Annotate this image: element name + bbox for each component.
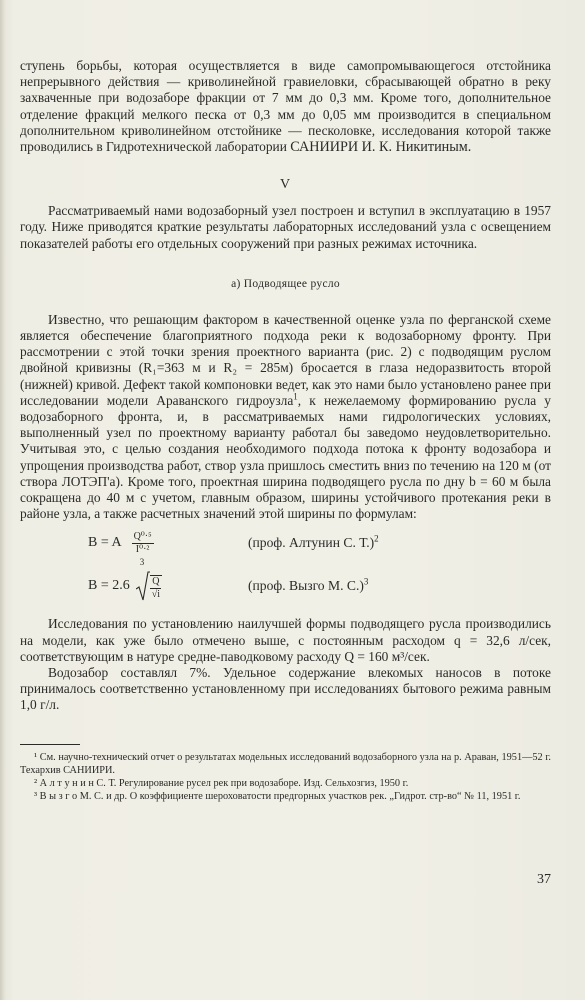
- footnote-3: ³ В ы з г о М. С. и др. О коэффициенте шероховатости предгорных участков рек. „Гидрот. стр-во“ № 11, 1951 г.: [34, 791, 521, 803]
- paragraph-3-text-b: , к нежелаемому формированию русла у водозаборного фронта, и, в рассматриваемых нами гидрологических условиях, выполненный узел по проектному варианту работал бы заведомо неудовлетворительно. Учитывая это, с целью создания необходимого подхода потока к фронту водозабора и упрощения производства работ, створ узла пришлось сместить вниз по течению на 120 м (от створа ЛОТЭП'а). Кроме того, проектная ширина подводящего русла по дну b = 60 м была сокращена до 40 м с учетом, главным образом, ширины устойчивого протекания реки в районе узла, а также расчетных значений этой ширины по формулам:: [20, 392, 552, 522]
- paragraph-5: Водозабор составлял 7%. Удельное содержание влекомых наносов в потоке принималось соответственно установленному при исследованиях бытового режима равным 1,0 г/л.: [20, 665, 551, 713]
- formula-2-radical: [136, 557, 162, 601]
- formula-1-author-text: (проф. Алтунин С. Т.): [248, 535, 375, 551]
- formula-2-lhs: B = 2.6: [88, 578, 130, 594]
- paragraph-4: Исследования по установлению наилучшей формы подводящего русла производились на модели, как уже было отмечено выше, с постоянным расходом q = 32,6 л/сек, соответствующим в натуре средне-паводковому расходу Q = 160 м³/сек.: [20, 616, 551, 664]
- formula-1-author: [248, 535, 379, 551]
- subheading: а) Подводящее русло: [231, 277, 340, 290]
- paragraph-1-end: САНИИРИ И. К. Никитиным.: [290, 139, 472, 156]
- paragraph-1-text: ступень борьбы, которая осуществляется в виде самопромывающегося отстойника непрерывного действия — криволинейной гравиеловки, сбрасывающей обратно в реку захваченные при водозаборе фракции от 7 мм до 0,3 мм. Кроме того, дополнительное отделение фракций мелкого песка от 0,3 мм до 0,05 мм производится в специальном дополнительном криволинейном отстойнике — песколовке, исследования которой также проводились в Гидротехнической лаборатории: [20, 58, 551, 155]
- formula-1-fraction: [132, 531, 154, 556]
- formula-2-denominator: √i: [151, 589, 161, 601]
- paragraph-2: Рассматриваемый нами водозаборный узел построен и вступил в эксплуатацию в 1957 году. Ниже приводятся краткие результаты лабораторных исследований узла с освещением показателей работы его отдельных сооружений при разных режимах источника.: [20, 203, 551, 251]
- footnote-1: ¹ См. научно-технический отчет о результатах модельных исследований водозаборного узла на р. Араван, 1951—52 г. Техархив САНИИРИ.: [20, 751, 551, 776]
- formula-1-numerator: Q⁰·⁵: [133, 530, 152, 542]
- cube-root-sign-icon: [136, 571, 150, 601]
- paragraph-3: [20, 312, 551, 523]
- formula-2-root-index: 3: [139, 557, 145, 568]
- paragraph-1: [20, 58, 551, 155]
- formula-altunin: [20, 524, 551, 562]
- section-number: V: [279, 177, 292, 193]
- formula-2-author: [248, 578, 368, 594]
- formula-2-numerator: Q: [152, 576, 160, 588]
- footnote-ref-1: 1: [293, 391, 298, 402]
- page-spine-shadow: [0, 0, 5, 1000]
- formula-2-author-text: (проф. Вызго М. С.): [248, 578, 364, 594]
- footnote-divider: [20, 744, 80, 745]
- footnote-ref-2: 2: [374, 533, 379, 544]
- formula-2-fraction: [150, 575, 162, 601]
- footnote-ref-3: 3: [363, 576, 369, 587]
- formula-1-lhs: B = A: [88, 535, 122, 551]
- footnote-2: ² А л т у н и н С. Т. Регулирование русел рек при водозаборе. Изд. Сельхозгиз, 1950 г.: [34, 778, 409, 790]
- paragraph-3-text-a: Известно, что решающим фактором в качественной оценке узла по ферганской схеме является обеспечение благоприятного подхода реки к водозаборному фронту. При рассмотрении с этой точки зрения проектного варианта (рис. 2) с подводящим руслом двойной кривизны (R₁=363 м и R₂ = 285м) бросается в глаза недоразвитость второй (нижней) кривой. Дефект такой компоновки ведет, как это нами было установлено ранее при исследовании модели Араванского гидроузла: [20, 311, 551, 408]
- formula-vyzgo: [20, 557, 551, 608]
- page-number: 37: [537, 872, 551, 887]
- formula-1-denominator: I⁰·²: [135, 543, 150, 555]
